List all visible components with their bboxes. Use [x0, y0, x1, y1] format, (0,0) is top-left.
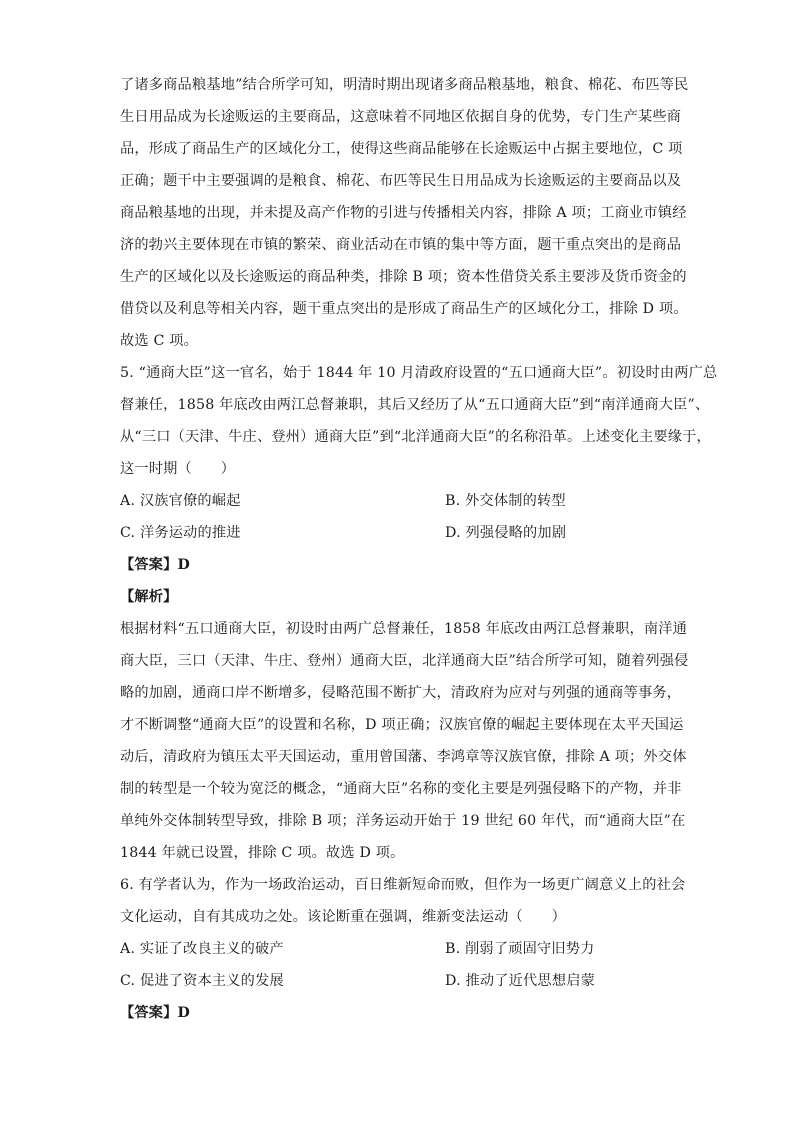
q4-analysis-line: 了诸多商品粮基地”结合所学可知，明清时期出现诸多商品粮基地，粮食、棉花、布匹等民 — [120, 77, 689, 93]
q4-analysis-line: 生产的区域化以及长途贩运的商品种类，排除 B 项；资本性借贷关系主要涉及货币资金的 — [120, 269, 687, 285]
q6-stem-line: 文化运动，自有其成功之处。该论断重在强调，维新变法运动（ ） — [120, 909, 567, 925]
q5-option-d: D. 列强侵略的加剧 — [445, 525, 567, 541]
q4-analysis-line: 商品粮基地的出现，并未提及高产作物的引进与传播相关内容，排除 A 项；工商业市镇经 — [120, 205, 687, 221]
q5-stem-line: 从“三口（天津、牛庄、登州）通商大臣”到“北洋通商大臣”的名称沿革。上述变化主要缘于， — [120, 429, 711, 445]
q5-option-a: A. 汉族官僚的崛起 — [120, 493, 241, 509]
q5-analysis-line: 商大臣，三口（天津、牛庄、登州）通商大臣，北洋通商大臣”结合所学可知，随着列强侵 — [120, 653, 689, 669]
q4-analysis-line: 生日用品成为长途贩运的主要商品，这意味着不同地区依据自身的优势，专门生产某些商 — [120, 109, 682, 125]
q5-analysis-line: 才不断调整“通商大臣”的设置和名称，D 项正确；汉族官僚的崛起主要体现在太平天国运 — [120, 717, 684, 733]
q6-option-c: C. 促进了资本主义的发展 — [120, 973, 284, 989]
q5-option-c: C. 洋务运动的推进 — [120, 525, 241, 541]
q5-analysis-line: 单纯外交体制转型导致，排除 B 项；洋务运动开始于 19 世纪 60 年代，而“通商大臣”在 — [120, 813, 686, 829]
q6-option-a: A. 实证了改良主义的破产 — [120, 941, 284, 957]
q5-analysis-line: 1844 年就已设置，排除 C 项。故选 D 项。 — [120, 845, 405, 861]
q5-option-b: B. 外交体制的转型 — [445, 493, 566, 509]
q4-analysis-line: 借贷以及利息等相关内容，题干重点突出的是形成了商品生产的区域化分工，排除 D 项。 — [120, 301, 688, 317]
q4-analysis-line: 济的勃兴主要体现在市镇的繁荣、商业活动在市镇的集中等方面，题干重点突出的是商品 — [120, 237, 682, 253]
q4-analysis-line: 品，形成了商品生产的区域化分工，使得这些商品能够在长途贩运中占据主要地位，C 项 — [120, 141, 683, 157]
q5-analysis-line: 略的加剧，通商口岸不断增多，侵略范围不断扩大，清政府为应对与列强的通商等事务， — [120, 685, 682, 701]
q5-stem-line: 督兼任，1858 年底改由两江总督兼职，其后又经历了从“五口通商大臣”到“南洋通商大臣”、 — [120, 397, 710, 413]
q4-analysis-line: 正确；题干中主要强调的是粮食、棉花、布匹等民生日用品成为长途贩运的主要商品以及 — [120, 173, 682, 189]
q4-analysis-line: 故选 C 项。 — [120, 333, 199, 349]
q5-stem-line: 这一时期（ ） — [120, 461, 236, 477]
q5-answer: 【答案】D — [120, 557, 191, 573]
q5-analysis-line: 动后，清政府为镇压太平天国运动，重用曾国藩、李鸿章等汉族官僚，排除 A 项；外交体 — [120, 749, 687, 765]
q6-option-b: B. 削弱了顽固守旧势力 — [445, 941, 595, 957]
q5-analysis-label: 【解析】 — [120, 589, 178, 605]
q5-analysis-line: 根据材料“五口通商大臣，初设时由两广总督兼任，1858 年底改由两江总督兼职，南洋通 — [120, 621, 688, 637]
q6-stem-line: 6. 有学者认为，作为一场政治运动，百日维新短命而败，但作为一场更广阔意义上的社会 — [120, 877, 686, 893]
q5-stem-line: 5. “通商大臣”这一官名，始于 1844 年 10 月清政府设置的“五口通商大臣”。初设时由两广总 — [120, 365, 718, 381]
q6-option-d: D. 推动了近代思想启蒙 — [445, 973, 595, 989]
q6-answer: 【答案】D — [120, 1005, 191, 1021]
q5-analysis-line: 制的转型是一个较为宽泛的概念，“通商大臣”名称的变化主要是列强侵略下的产物，并非 — [120, 781, 682, 797]
